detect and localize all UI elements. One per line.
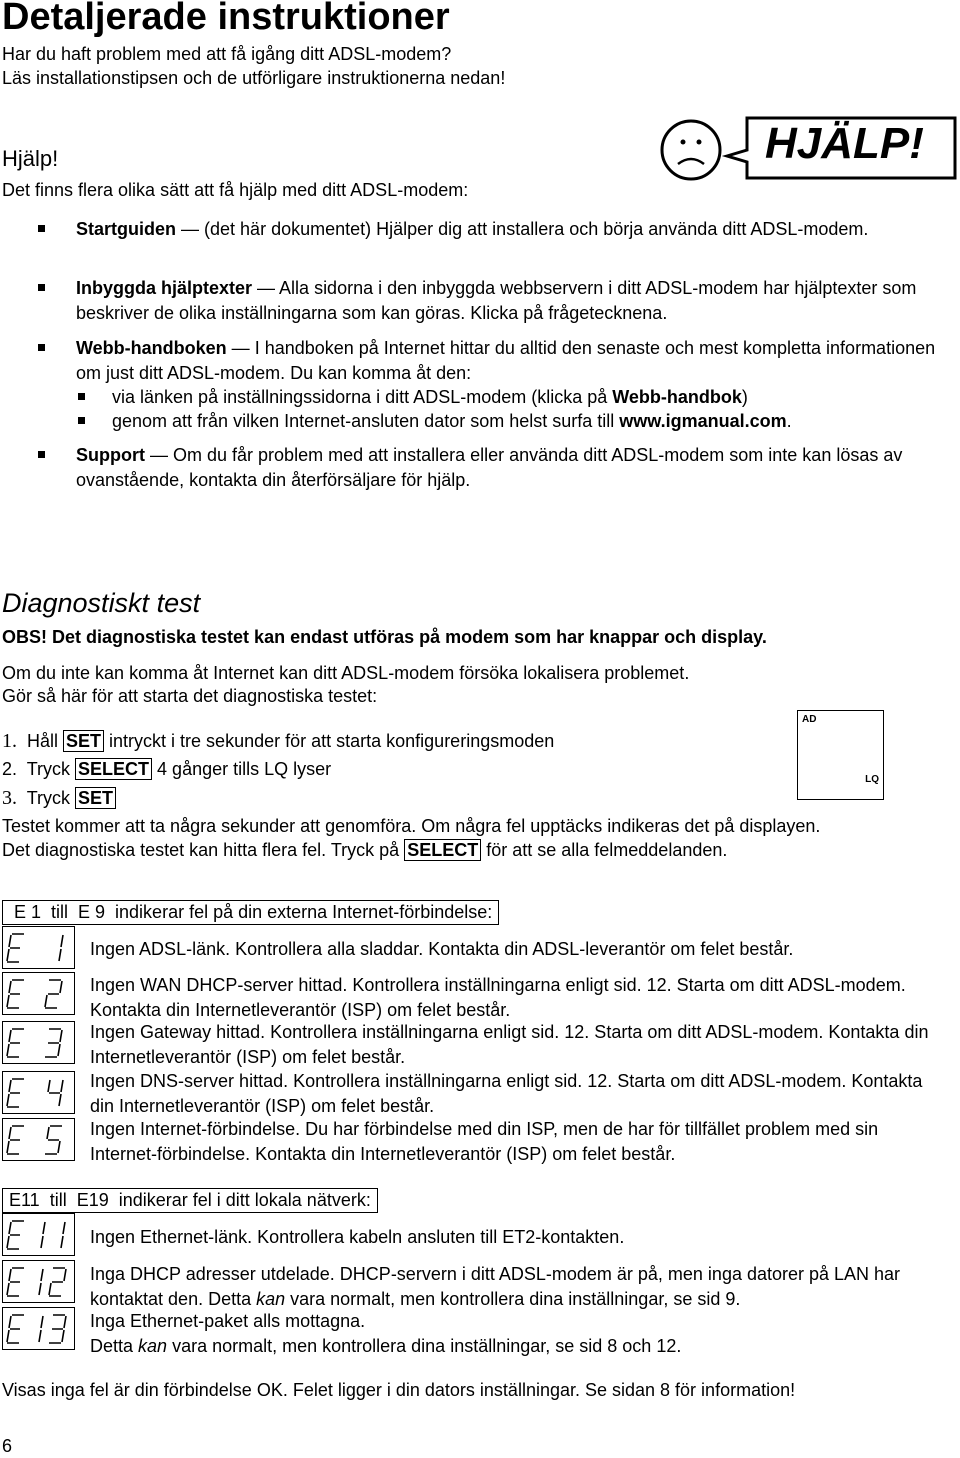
display-code-e4 [2, 1071, 75, 1114]
error-text-e12: Inga DHCP adresser utdelade. DHCP-servern i ditt ADSL-modem är på, men inga datorer på LAN har kontaktat den. Detta kan vara normalt, men kontrollera dina inställningar, se sid 9. [90, 1264, 901, 1309]
segment-display-icon [3, 927, 74, 968]
set-key: SET [75, 787, 116, 809]
external-errors-heading: E 1 till E 9 indikerar fel på din externa Internet-förbindelse: [2, 900, 499, 925]
intro-line-2: Läs installationstipsen och de utförligare instruktionerna nedan! [2, 68, 506, 88]
bullet-icon [38, 284, 45, 291]
bullet-text: I handboken på Internet hittar du alltid den senaste och mest kompletta informationen om just ditt ADSL-modem. Du kan komma åt den: [76, 338, 936, 383]
bullet-text: Alla sidorna i den inbyggda webbservern i ditt ADSL-modem har hjälptexter som beskriver de olika inställningarna som kan göras. Klicka på frågetecknena. [76, 278, 917, 323]
display-code-e2 [2, 972, 75, 1015]
set-key: SET [63, 730, 104, 752]
diagnostic-after-1: Testet kommer att ta några sekunder att genomföra. Om några fel upptäcks indikeras det på displayen. [2, 816, 821, 836]
step-1: 1. Håll SET intryckt i tre sekunder för att starta konfigureringsmoden [2, 730, 555, 752]
error-text-e1: Ingen ADSL-länk. Kontrollera alla sladdar. Kontakta din ADSL-leverantör om felet består. [90, 939, 794, 959]
display-code-e12 [2, 1260, 75, 1303]
bullet-term: Inbyggda hjälptexter [76, 278, 253, 298]
display-code-e5 [2, 1118, 75, 1161]
bullet-icon [78, 417, 85, 424]
error-text-e11: Ingen Ethernet-länk. Kontrollera kabeln ansluten till ET2-kontakten. [90, 1227, 625, 1247]
bullet-icon [78, 393, 85, 400]
display-code-e13 [2, 1307, 75, 1350]
help-bullet-support: Support — Om du får problem med att installera eller använda ditt ADSL-modem som inte kan lösas av ovanstående, kontakta din återförsäljare för hjälp. [38, 443, 938, 492]
error-text-e2: Ingen WAN DHCP-server hittad. Kontrollera inställningarna enligt sid. 12. Starta om ditt ADSL-modem. Kontakta din Internetleverantör (ISP) om felet består. [90, 975, 906, 1020]
step-3: 3. Tryck SET [2, 787, 116, 810]
display-ad-label: AD [802, 714, 817, 725]
display-code-e11 [2, 1213, 75, 1256]
page-title: Detaljerade instruktioner [2, 0, 450, 38]
intro-line-1: Har du haft problem med att få igång ditt ADSL-modem? [2, 44, 452, 64]
help-heading: Hjälp! [2, 146, 59, 171]
diagnostic-obs: OBS! Det diagnostiska testet kan endast utföras på modem som har knappar och display. [2, 627, 767, 647]
display-code-e3 [2, 1021, 75, 1064]
footer-note: Visas inga fel är din förbindelse OK. Felet ligger i din dators inställningar. Se sidan 8 för information! [2, 1380, 796, 1400]
display-code-e1 [2, 926, 75, 969]
help-shout-text: HJÄLP! [765, 119, 924, 168]
step-2: 2. Tryck SELECT 4 gånger tills LQ lyser [2, 759, 332, 779]
diagnostic-line-1: Om du inte kan komma åt Internet kan ditt ADSL-modem försöka lokalisera problemet. [2, 663, 690, 683]
help-bullet-webb-handboken: Webb-handboken — I handboken på Internet hittar du alltid den senaste och mest kompletta informationen om just ditt ADSL-modem. Du kan komma åt den: [38, 336, 938, 385]
bullet-term: Startguiden [76, 219, 177, 239]
help-bullet-inbyggda: Inbyggda hjälptexter — Alla sidorna i den inbyggda webbservern i ditt ADSL-modem har hjälptexter som beskriver de olika inställningarna som kan göras. Klicka på frågetecknena. [38, 276, 938, 325]
error-text-e5: Ingen Internet-förbindelse. Du har förbindelse med din ISP, men de har för tillfället problem med sin Internet-förbindelse. Kontakta din Internetleverantör (ISP) om felet består. [90, 1119, 879, 1164]
help-bullet-startguiden: Startguiden — (det här dokumentet) Hjälper dig att installera och börja använda ditt ADSL-modem. [38, 217, 938, 242]
bullet-text: Om du får problem med att installera eller använda ditt ADSL-modem som inte kan lösas av ovanstående, kontakta din återförsäljare för hjälp. [76, 445, 903, 490]
bullet-icon [38, 344, 45, 351]
help-speech-bubble [655, 110, 960, 185]
diagnostic-after-2: Det diagnostiska testet kan hitta flera fel. Tryck på SELECT för att se alla felmeddelanden. [2, 840, 728, 860]
select-key: SELECT [75, 758, 152, 780]
bullet-icon [38, 451, 45, 458]
select-key: SELECT [404, 839, 481, 861]
bullet-text: (det här dokumentet) Hjälper dig att installera och börja använda ditt ADSL-modem. [204, 219, 869, 239]
error-text-e4: Ingen DNS-server hittad. Kontrollera inställningarna enligt sid. 12. Starta om ditt ADSL-modem. Kontakta din Internetleverantör (ISP) om felet består. [90, 1071, 923, 1116]
modem-display-illustration [797, 710, 884, 800]
diagnostic-heading: Diagnostiskt test [2, 588, 201, 618]
error-text-e13: Inga Ethernet-paket alls mottagna. Detta kan vara normalt, men kontrollera dina inställningar, se sid 8 och 12. [90, 1311, 682, 1356]
help-subbullet-link: via länken på inställningssidorna i ditt ADSL-modem (klicka på Webb-handbok) [78, 385, 918, 409]
igmanual-link[interactable]: www.igmanual.com [619, 411, 787, 431]
sad-face-icon [662, 121, 720, 179]
page-number: 6 [2, 1436, 13, 1456]
bullet-icon [38, 225, 45, 232]
error-text-e3: Ingen Gateway hittad. Kontrollera inställningarna enligt sid. 12. Starta om ditt ADSL-modem. Kontakta din Internetleverantör (ISP) om felet består. [90, 1022, 929, 1067]
diagnostic-line-2: Gör så här för att starta det diagnostiska testet: [2, 686, 378, 706]
help-subbullet-url: genom att från vilken Internet-ansluten dator som helst surfa till www.igmanual.com. [78, 409, 918, 433]
bullet-term: Webb-handboken [76, 338, 227, 358]
bullet-term: Support [76, 445, 145, 465]
display-lq-label: LQ [865, 774, 879, 785]
help-lead: Det finns flera olika sätt att få hjälp med ditt ADSL-modem: [2, 180, 469, 200]
webb-handbok-link[interactable]: Webb-handbok [612, 387, 742, 407]
local-errors-heading: E11 till E19 indikerar fel i ditt lokala nätverk: [2, 1188, 378, 1213]
